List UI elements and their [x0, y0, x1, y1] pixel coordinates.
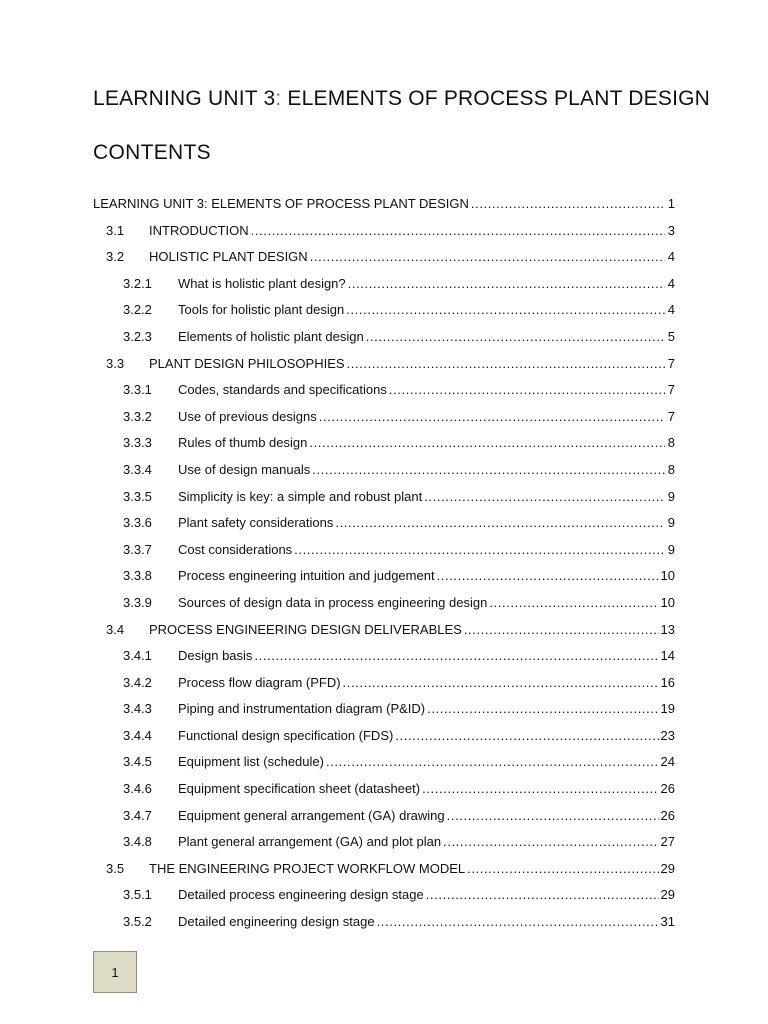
toc-entry-title: Process flow diagram (PFD): [178, 674, 341, 690]
toc-entry-number: 3.4.3: [123, 701, 152, 717]
toc-dot-leader: [447, 808, 659, 823]
toc-entry-page: 9: [667, 515, 675, 531]
toc-dot-leader: [343, 675, 659, 690]
toc-entry-title: Plant general arrangement (GA) and plot plan: [178, 834, 442, 850]
toc-entry-page: 4: [667, 249, 675, 265]
toc-dot-leader: [437, 568, 659, 583]
title-suffix: ELEMENTS OF PROCESS PLANT DESIGN: [281, 87, 711, 110]
toc-dot-leader: [467, 861, 658, 876]
toc-entry-title: Tools for holistic plant design: [178, 302, 345, 318]
toc-dot-leader: [395, 728, 658, 743]
toc-entry-page: 10: [660, 594, 675, 610]
toc-entry-number: 3.2: [106, 249, 125, 265]
toc-entry[interactable]: [93, 223, 675, 250]
toc-entry-page: 19: [660, 701, 675, 717]
toc-entry[interactable]: [93, 276, 675, 303]
toc-dot-leader: [335, 515, 665, 530]
toc-entry-page: 4: [667, 302, 675, 318]
toc-entry[interactable]: [93, 515, 675, 542]
toc-entry-page: 9: [667, 488, 675, 504]
toc-entry[interactable]: [93, 622, 675, 649]
toc-entry-number: 3.3.7: [123, 541, 152, 557]
toc-dot-leader: [366, 329, 665, 344]
toc-entry-page: 9: [667, 541, 675, 557]
page-title: [93, 87, 710, 111]
toc-entry-number: 3.4.6: [123, 781, 152, 797]
contents-heading: CONTENTS: [93, 141, 211, 164]
toc-entry-title: Detailed process engineering design stage: [178, 887, 424, 903]
toc-entry[interactable]: [93, 861, 675, 888]
toc-entry-page: 3: [667, 222, 675, 238]
toc-dot-leader: [427, 701, 658, 716]
toc-entry[interactable]: [93, 754, 675, 781]
toc-entry-page: 7: [667, 382, 675, 398]
toc-entry-number: 3.2.2: [123, 302, 152, 318]
toc-entry[interactable]: [93, 648, 675, 675]
title-colon: :: [275, 87, 282, 110]
toc-entry-title: Equipment general arrangement (GA) drawing: [178, 807, 445, 823]
toc-entry-title: PROCESS ENGINEERING DESIGN DELIVERABLES: [149, 621, 462, 637]
toc-entry-number: 3.4.5: [123, 754, 152, 770]
toc-entry[interactable]: [93, 568, 675, 595]
toc-entry-title: Process engineering intuition and judgement: [178, 568, 435, 584]
toc-entry-title: Cost considerations: [178, 541, 293, 557]
toc-entry-title: Use of design manuals: [178, 461, 311, 477]
toc-entry-page: 8: [667, 435, 675, 451]
toc-entry-title: THE ENGINEERING PROJECT WORKFLOW MODEL: [149, 860, 466, 876]
toc-entry[interactable]: [93, 834, 675, 861]
toc-entry[interactable]: [93, 329, 675, 356]
toc-entry-number: 3.3.5: [123, 488, 152, 504]
toc-entry[interactable]: [93, 435, 675, 462]
toc-entry-number: 3.2.3: [123, 328, 152, 344]
toc-dot-leader: [464, 622, 659, 637]
toc-entry-title: Elements of holistic plant design: [178, 328, 364, 344]
toc-entry-number: 3.4.4: [123, 727, 152, 743]
toc-entry-title: LEARNING UNIT 3: ELEMENTS OF PROCESS PLANT DESIGN: [93, 196, 469, 211]
toc-entry-title: Sources of design data in process engineering design: [178, 594, 488, 610]
toc-entry-page: 14: [660, 648, 675, 664]
toc-dot-leader: [312, 462, 665, 477]
page-number-box: [93, 951, 137, 993]
toc-dot-leader: [347, 356, 665, 371]
toc-entry-number: 3.4.1: [123, 648, 152, 664]
toc-entry[interactable]: [93, 462, 675, 489]
toc-entry-title: Equipment specification sheet (datasheet): [178, 781, 421, 797]
toc-entry-page: 7: [667, 355, 675, 371]
table-of-contents: [93, 196, 675, 941]
toc-dot-leader: [443, 834, 658, 849]
toc-entry-page: 5: [667, 328, 675, 344]
toc-entry-title: HOLISTIC PLANT DESIGN: [149, 249, 308, 265]
toc-entry-page: 16: [660, 674, 675, 690]
toc-entry-number: 3.4: [106, 621, 125, 637]
toc-dot-leader: [294, 542, 665, 557]
toc-dot-leader: [422, 781, 658, 796]
toc-entry-number: 3.2.1: [123, 275, 152, 291]
toc-dot-leader: [489, 595, 658, 610]
toc-dot-leader: [346, 302, 665, 317]
toc-entry-number: 3.3.8: [123, 568, 152, 584]
toc-dot-leader: [251, 223, 665, 238]
toc-dot-leader: [326, 754, 659, 769]
toc-entry-page: 1: [667, 196, 675, 211]
toc-entry-number: 3.3.1: [123, 382, 152, 398]
toc-entry[interactable]: [93, 542, 675, 569]
toc-entry[interactable]: [93, 382, 675, 409]
toc-entry-number: 3.3.9: [123, 594, 152, 610]
toc-entry-title: Piping and instrumentation diagram (P&ID): [178, 701, 426, 717]
toc-entry-title: Codes, standards and specifications: [178, 382, 387, 398]
toc-entry-page: 10: [660, 568, 675, 584]
toc-entry-page: 27: [660, 834, 675, 850]
page-number: 1: [111, 964, 119, 980]
toc-entry[interactable]: [93, 409, 675, 436]
toc-dot-leader: [254, 648, 658, 663]
toc-entry-title: Rules of thumb design: [178, 435, 308, 451]
toc-entry-page: 8: [667, 461, 675, 477]
toc-entry[interactable]: [93, 701, 675, 728]
title-prefix: LEARNING UNIT 3: [93, 87, 276, 110]
toc-dot-leader: [424, 489, 665, 504]
toc-dot-leader: [426, 887, 659, 902]
toc-entry[interactable]: [93, 781, 675, 808]
toc-entry-number: 3.4.2: [123, 674, 152, 690]
toc-entry[interactable]: [93, 302, 675, 329]
toc-entry-title: PLANT DESIGN PHILOSOPHIES: [149, 355, 345, 371]
toc-entry-number: 3.3.3: [123, 435, 152, 451]
toc-dot-leader: [389, 382, 665, 397]
toc-entry-title: Equipment list (schedule): [178, 754, 324, 770]
toc-entry[interactable]: [93, 249, 675, 276]
toc-entry-title: INTRODUCTION: [149, 222, 249, 238]
toc-entry[interactable]: [93, 887, 675, 914]
toc-entry-title: Use of previous designs: [178, 408, 317, 424]
toc-entry-number: 3.5.1: [123, 887, 152, 903]
toc-entry-page: 26: [660, 807, 675, 823]
toc-entry-title: Design basis: [178, 648, 253, 664]
toc-entry-page: 24: [660, 754, 675, 770]
toc-entry-page: 29: [660, 860, 675, 876]
toc-entry[interactable]: [93, 595, 675, 622]
toc-entry-page: 23: [660, 727, 675, 743]
toc-entry-page: 26: [660, 781, 675, 797]
toc-dot-leader: [319, 409, 665, 424]
toc-entry-number: 3.3.4: [123, 461, 152, 477]
toc-entry-title: Detailed engineering design stage: [178, 914, 375, 930]
toc-entry[interactable]: [93, 728, 675, 755]
toc-entry-page: 7: [667, 408, 675, 424]
toc-dot-leader: [309, 435, 665, 450]
toc-entry-number: 3.4.8: [123, 834, 152, 850]
toc-entry-title: Plant safety considerations: [178, 515, 334, 531]
toc-entry-title: Simplicity is key: a simple and robust plant: [178, 488, 423, 504]
toc-entry-number: 3.4.7: [123, 807, 152, 823]
toc-entry-number: 3.3.2: [123, 408, 152, 424]
toc-entry-page: 29: [660, 887, 675, 903]
toc-entry-number: 3.3: [106, 355, 125, 371]
toc-entry-number: 3.5.2: [123, 914, 152, 930]
toc-entry-page: 31: [660, 914, 675, 930]
toc-dot-leader: [471, 196, 665, 211]
toc-dot-leader: [310, 249, 665, 264]
toc-entry[interactable]: [93, 196, 675, 223]
toc-entry-page: 4: [667, 275, 675, 291]
toc-entry-title: What is holistic plant design?: [178, 275, 346, 291]
toc-entry[interactable]: [93, 356, 675, 383]
toc-entry-title: Functional design specification (FDS): [178, 727, 394, 743]
toc-entry[interactable]: [93, 675, 675, 702]
toc-entry-number: 3.3.6: [123, 515, 152, 531]
toc-entry-number: 3.1: [106, 222, 125, 238]
toc-entry[interactable]: [93, 808, 675, 835]
toc-entry[interactable]: [93, 489, 675, 516]
toc-entry[interactable]: [93, 914, 675, 941]
toc-entry-page: 13: [660, 621, 675, 637]
toc-dot-leader: [377, 914, 659, 929]
toc-dot-leader: [348, 276, 665, 291]
toc-entry-number: 3.5: [106, 860, 125, 876]
